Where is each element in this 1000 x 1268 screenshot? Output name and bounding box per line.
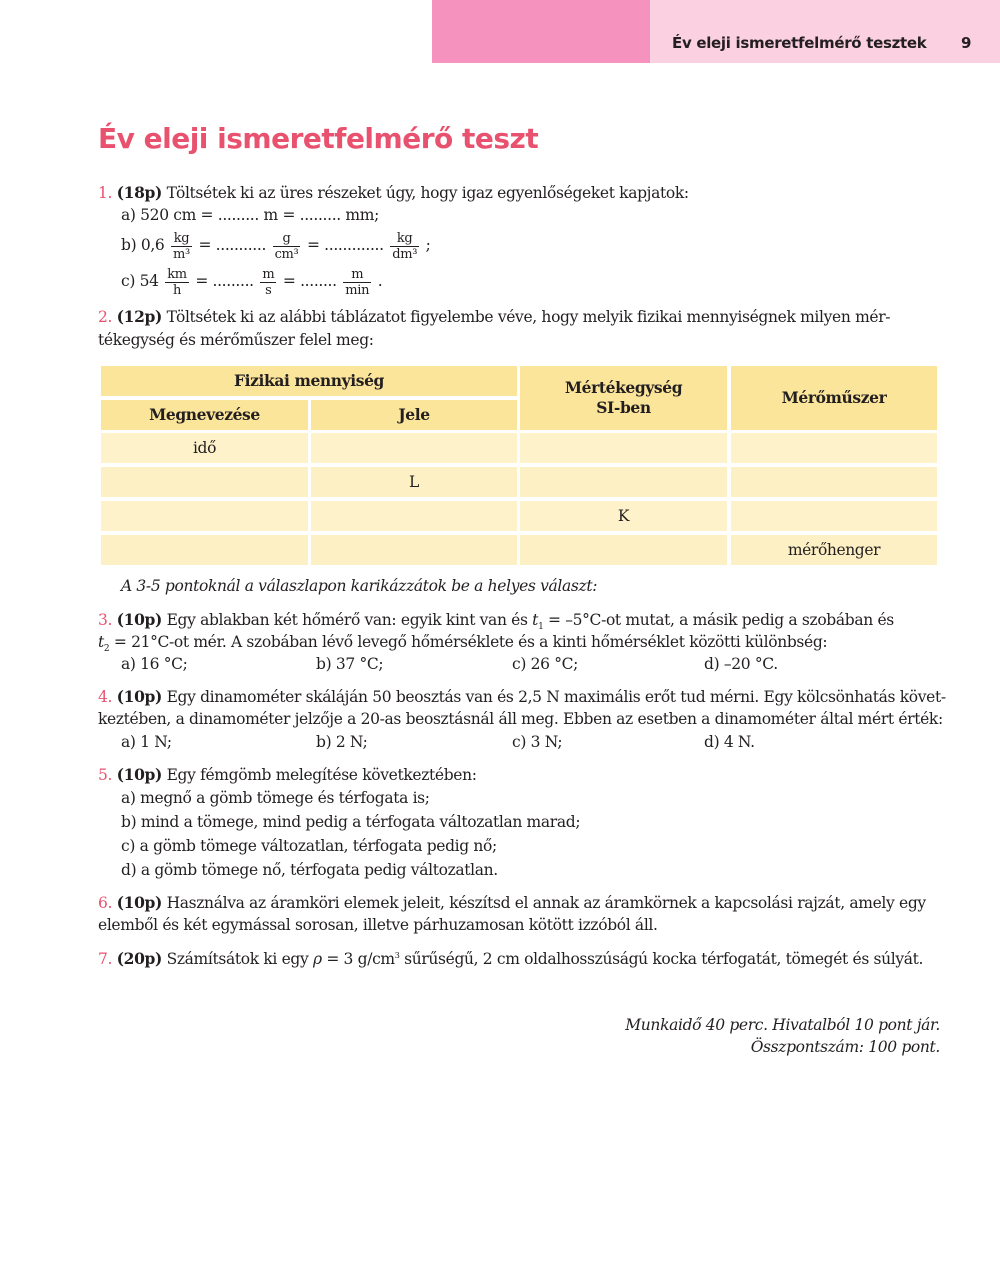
q4-option-d[interactable]: d) 4 N. — [704, 733, 755, 751]
table-cell[interactable] — [311, 535, 517, 565]
fraction-g-cm3: $\frac{g}{\text{cm³}}$ — [274, 230, 299, 262]
question-text: sűrűségű, 2 cm oldalhosszúságú kocka térfogatát, tömegét és súlyát. — [404, 950, 924, 969]
q5-option-d[interactable]: d) a gömb tömege nő, térfogata pedig változatlan. — [121, 861, 498, 879]
var-t: t — [532, 611, 539, 629]
question-number: 5. — [98, 766, 113, 784]
q1-item-a: a) 520 cm = ......... m = ......... mm; — [121, 206, 379, 224]
q4-option-a[interactable]: a) 1 N; — [121, 733, 172, 751]
th-unit-line2: SI-ben — [596, 398, 651, 417]
table-cell[interactable]: K — [520, 501, 727, 531]
question-6-line2: elemből és két egymással sorosan, illetve párhuzamosan kötött izzóból áll. — [98, 916, 658, 934]
q4-option-c[interactable]: c) 3 N; — [512, 733, 563, 751]
question-text: Egy dinamométer skáláján 50 beosztás van és 2,5 N maximális erőt tud mérni. Egy kölcsönhatás követ- — [166, 688, 946, 706]
q3-option-d[interactable]: d) –20 °C. — [704, 655, 778, 673]
var-t: t — [98, 633, 104, 651]
question-number: 1. — [98, 184, 113, 202]
q1-item-b — [121, 226, 431, 264]
fraction-kg-dm3: $\frac{kg}{\text{dm³}}$ — [392, 230, 418, 262]
th-instrument: Mérőműszer — [731, 366, 937, 430]
question-2-line2: tékegység és mérőműszer felel meg: — [98, 331, 374, 349]
q5-option-a[interactable]: a) megnő a gömb tömege és térfogata is; — [121, 789, 430, 807]
question-text: Töltsétek ki az üres részeket úgy, hogy igaz egyenlőségeket kapjatok: — [166, 184, 689, 202]
th-unit — [520, 366, 727, 430]
table-cell[interactable]: mérőhenger — [731, 535, 937, 565]
blank: = ......... — [195, 272, 254, 290]
th-unit-line1: Mértékegység — [564, 378, 683, 397]
q5-option-b[interactable]: b) mind a tömege, mind pedig a térfogata változatlan marad; — [121, 813, 581, 831]
question-text: Töltsétek ki az alábbi táblázatot figyelembe véve, hogy melyik fizikai mennyiségnek milyen mér- — [166, 308, 891, 326]
page-title: Év eleji ismeretfelmérő teszt — [98, 122, 539, 155]
table-cell[interactable] — [101, 535, 308, 565]
header-bar — [650, 0, 1000, 63]
table-cell[interactable] — [520, 535, 727, 565]
instruction-text: A 3-5 pontoknál a válaszlapon karikázzátok be a helyes választ: — [121, 577, 598, 595]
superscript: 3 — [394, 951, 400, 960]
table-cell[interactable] — [520, 467, 727, 497]
q1c-prefix: c) 54 — [121, 272, 159, 290]
question-text: Használva az áramköri elemek jeleit, készítsd el annak az áramkörnek a kapcsolási rajzát, amely egy — [166, 894, 926, 912]
question-points: (18p) — [116, 183, 162, 202]
blank: = ............. — [306, 236, 384, 254]
th-group: Fizikai mennyiség — [101, 366, 517, 396]
question-6 — [98, 893, 926, 913]
question-points: (10p) — [116, 687, 162, 706]
q5-option-c[interactable]: c) a gömb tömege változatlan, térfogata pedig nő; — [121, 837, 497, 855]
question-7 — [98, 946, 923, 969]
question-5 — [98, 765, 477, 785]
question-points: (20p) — [116, 949, 162, 969]
th-name: Megnevezése — [101, 400, 308, 430]
table-cell[interactable] — [520, 433, 727, 463]
question-number: 2. — [98, 308, 113, 326]
q3-option-a[interactable]: a) 16 °C; — [121, 655, 188, 673]
q3-option-b[interactable]: b) 37 °C; — [316, 655, 384, 673]
q4-option-b[interactable]: b) 2 N; — [316, 733, 368, 751]
table-cell[interactable] — [731, 467, 937, 497]
punct: ; — [425, 236, 431, 254]
q3-option-c[interactable]: c) 26 °C; — [512, 655, 578, 673]
blank: = ........... — [198, 236, 267, 254]
question-text: Egy ablakban két hőmérő van: egyik kint van és — [166, 611, 528, 629]
question-4 — [98, 687, 946, 707]
running-header-title: Év eleji ismeretfelmérő tesztek — [672, 34, 927, 52]
footer-total-points: Összpontszám: 100 pont. — [750, 1038, 940, 1056]
fraction-km-h: $\frac{km}{h}$ — [167, 266, 187, 298]
blank: = ........ — [282, 272, 337, 290]
table-cell[interactable] — [731, 501, 937, 531]
question-text: Számítsátok ki egy — [166, 950, 309, 969]
header-accent-block — [432, 0, 650, 63]
th-symbol: Jele — [311, 400, 517, 430]
table-cell[interactable]: idő — [101, 433, 308, 463]
q1b-prefix: b) 0,6 — [121, 236, 165, 254]
var-rho: ρ — [312, 950, 322, 969]
footer-time-note: Munkaidő 40 perc. Hivatalból 10 pont jár. — [625, 1016, 940, 1034]
table-cell[interactable]: L — [311, 467, 517, 497]
question-text: Egy fémgömb melegítése következtében: — [166, 766, 477, 784]
question-text: = 3 g/cm — [326, 950, 395, 969]
question-number: 7. — [98, 950, 113, 969]
question-number: 4. — [98, 688, 113, 706]
punct: . — [377, 272, 383, 290]
table-cell[interactable] — [101, 501, 308, 531]
question-points: (10p) — [116, 610, 162, 629]
question-4-line2: keztében, a dinamométer jelzője a 20-as beosztásnál áll meg. Ebben az esetben a dinamométer által mért érték: — [98, 710, 943, 728]
question-number: 3. — [98, 611, 113, 629]
question-number: 6. — [98, 894, 113, 912]
table-cell[interactable] — [311, 501, 517, 531]
question-text: = 21°C-ot mér. A szobában lévő levegő hőmérséklete és a kinti hőmérséklet közötti különbség: — [113, 633, 828, 651]
fraction-m-s: $\frac{m}{s}$ — [262, 266, 275, 298]
question-text: = –5°C-ot mutat, a másik pedig a szobában és — [548, 611, 894, 629]
q1-item-c — [121, 262, 382, 300]
question-1 — [98, 183, 689, 203]
question-points: (12p) — [116, 307, 162, 326]
fraction-m-min: $\frac{m}{\min}$ — [345, 266, 370, 298]
table-cell[interactable] — [731, 433, 937, 463]
table-cell[interactable] — [101, 467, 308, 497]
question-points: (10p) — [116, 893, 162, 912]
table-cell[interactable] — [311, 433, 517, 463]
question-points: (10p) — [116, 765, 162, 784]
subscript: 1 — [538, 622, 544, 633]
subscript: 2 — [103, 644, 110, 655]
fraction-kg-m3: $\frac{kg}{\text{m³}}$ — [173, 230, 190, 262]
page-number: 9 — [961, 34, 972, 52]
question-2 — [98, 307, 890, 327]
